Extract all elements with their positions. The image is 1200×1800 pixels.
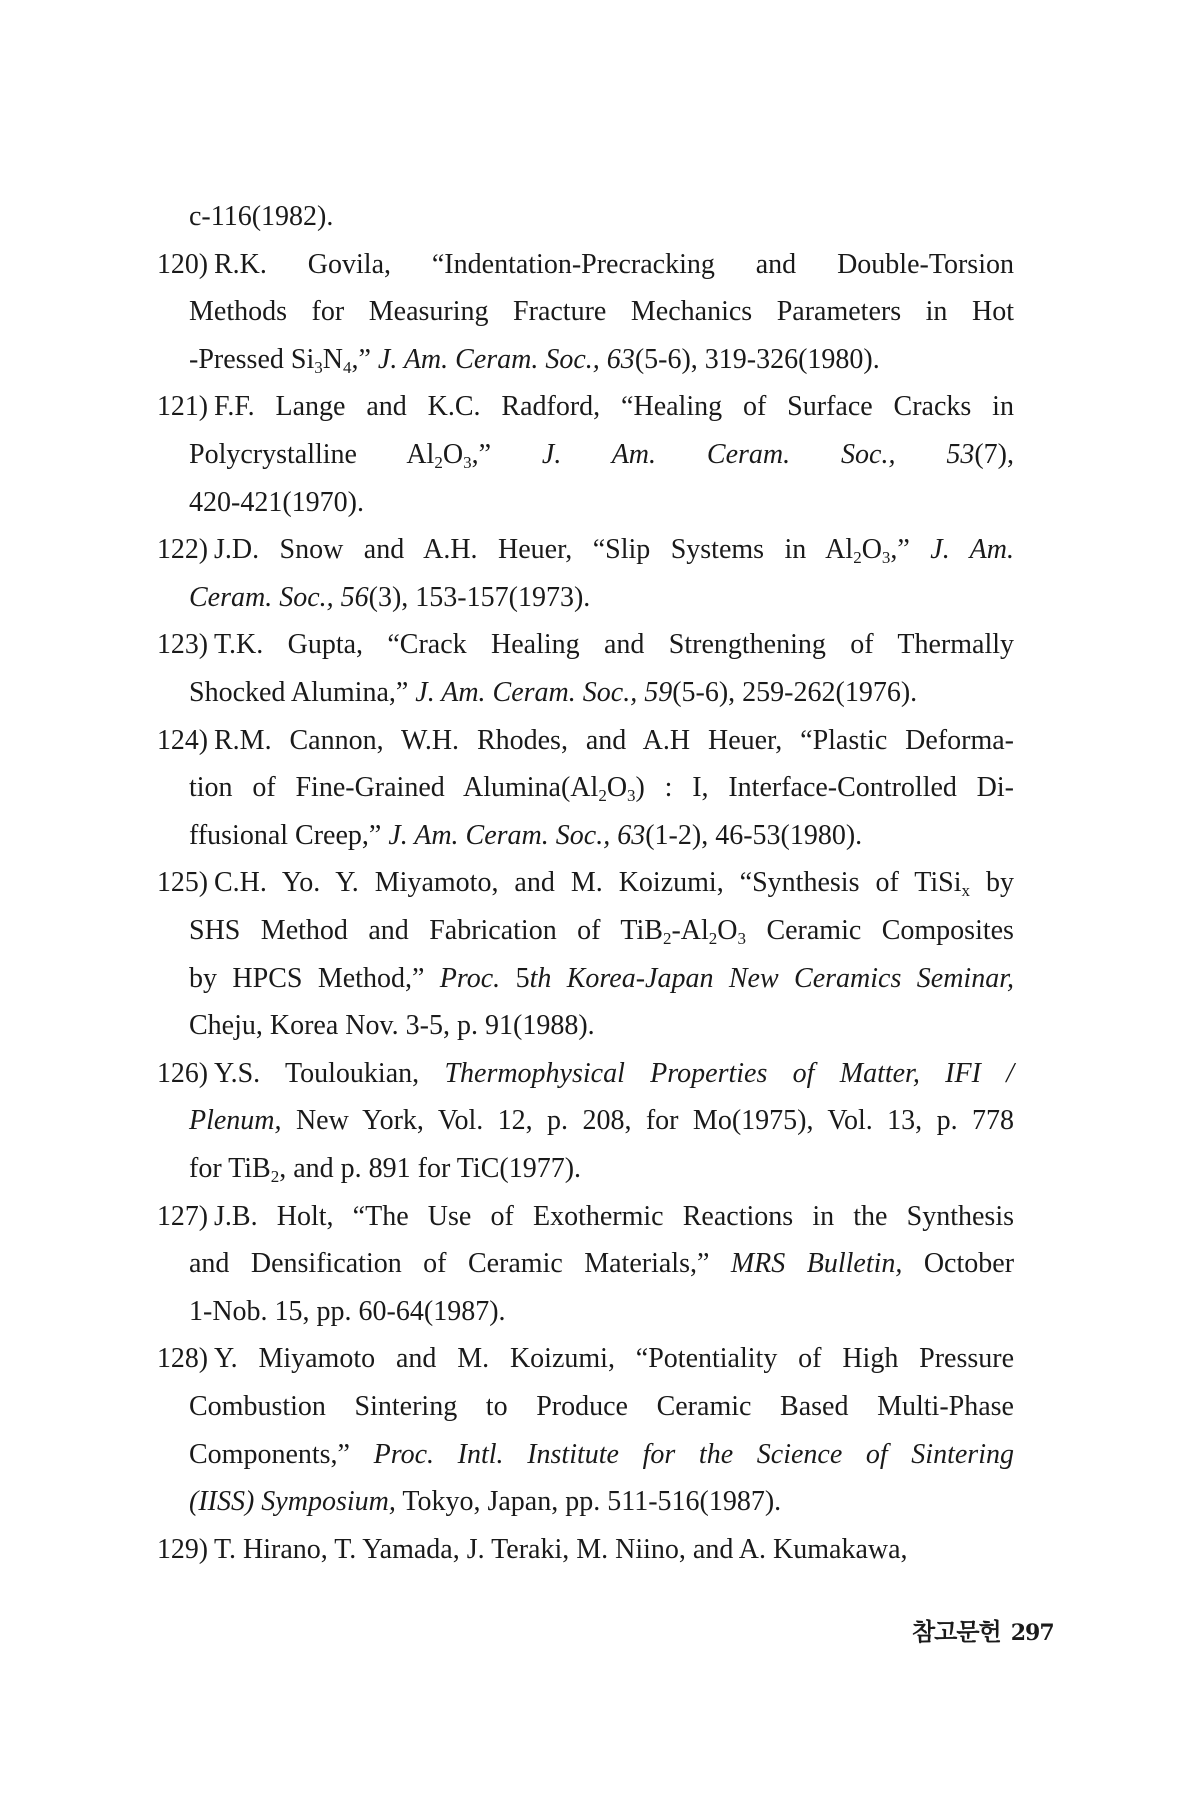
text: O xyxy=(442,439,464,470)
text: ffusional Creep,” xyxy=(189,819,389,851)
text: SHS Method and Fabrication of TiB xyxy=(189,915,663,946)
subscript: 4 xyxy=(342,357,352,377)
reference-line-content xyxy=(214,387,1014,427)
text: T. Hirano, T. Yamada, J. Teraki, M. Niino, and A. Kumakawa, xyxy=(214,1533,908,1565)
text: Combustion Sintering to Produce Ceramic Based Multi-Phase xyxy=(189,1391,1014,1422)
reference-text-line xyxy=(214,1197,1014,1237)
reference-text-line xyxy=(189,768,1014,808)
reference-line-content xyxy=(189,1482,781,1522)
subscript: 2 xyxy=(270,1167,280,1186)
text: Y. Miyamoto and M. Koizumi, “Potentiality of High Pressure xyxy=(214,1343,1015,1375)
reference-text-line xyxy=(189,578,1014,618)
text: Tokyo, Japan, pp. 511-516(1987). xyxy=(395,1486,782,1518)
reference-text-line xyxy=(214,530,1014,570)
text: Polycrystalline Al xyxy=(189,439,435,470)
reference-line-content xyxy=(189,435,1014,475)
italic-text: Thermophysical Properties of Matter, IFI / xyxy=(444,1057,1014,1089)
subscript: 2 xyxy=(662,929,672,948)
subscript: 3 xyxy=(314,357,323,377)
reference-text-line xyxy=(214,245,1014,285)
text: tion of Fine-Grained Alumina(Al xyxy=(189,772,599,804)
text: ,” xyxy=(471,439,542,470)
italic-text: MRS Bulletin, xyxy=(730,1248,903,1280)
reference-line-content xyxy=(214,1339,1014,1379)
italic-text: Proc. xyxy=(439,962,516,994)
text: ,” xyxy=(351,343,378,375)
reference-text-line xyxy=(189,816,1014,856)
reference-text-line xyxy=(189,911,1014,951)
reference-text-line xyxy=(214,1054,1014,1094)
text: ) : I, Interface-Controlled Di- xyxy=(635,772,1015,804)
reference-text-line xyxy=(189,1149,1014,1189)
reference-line-content xyxy=(189,911,1014,951)
text: O xyxy=(861,534,882,566)
text: O xyxy=(717,915,738,946)
text: (3), 153-157(1973). xyxy=(368,581,591,613)
page-number: 297 xyxy=(1010,1620,1054,1646)
reference-number: 122) xyxy=(157,534,208,566)
reference-line-content xyxy=(189,1101,1014,1141)
reference-line-content xyxy=(189,673,917,713)
reference-line-content xyxy=(189,340,880,380)
subscript: 3 xyxy=(463,453,472,472)
text: c-116(1982). xyxy=(189,201,334,232)
reference-line-content xyxy=(189,483,364,523)
text: N xyxy=(322,343,343,375)
subscript: 2 xyxy=(853,548,862,568)
reference-number: 127) xyxy=(157,1200,208,1232)
reference-text-line xyxy=(189,1482,1014,1522)
reference-text-line xyxy=(214,625,1014,665)
reference-line-content xyxy=(189,1244,1014,1284)
reference-number: 124) xyxy=(157,724,208,756)
text: , and p. 891 for TiC(1977). xyxy=(279,1153,582,1184)
reference-line-content xyxy=(214,1530,908,1570)
reference-number: 128) xyxy=(157,1343,208,1375)
reference-number: 120) xyxy=(157,248,208,280)
reference-text-line xyxy=(214,387,1014,427)
reference-line-content xyxy=(189,1006,595,1046)
reference-line-content xyxy=(189,578,590,618)
text: for TiB xyxy=(189,1153,271,1184)
reference-line-content xyxy=(189,1435,1014,1475)
italic-text: Ceram. Soc., 56 xyxy=(189,581,369,613)
text: (5-6), 259-262(1976). xyxy=(672,677,918,708)
reference-number: 126) xyxy=(157,1057,208,1089)
reference-line-content xyxy=(214,1054,1014,1094)
reference-line-content xyxy=(189,1149,581,1189)
text: F.F. Lange and K.C. Radford, “Healing of Surface Cracks in xyxy=(214,391,1014,423)
reference-text-line xyxy=(189,1435,1014,1475)
italic-text: J. Am. Ceram. Soc., 53 xyxy=(541,439,975,470)
text: T.K. Gupta, “Crack Healing and Strengthening of Thermally xyxy=(214,629,1014,661)
reference-line-content xyxy=(214,245,1014,285)
text: Methods for Measuring Fracture Mechanics Parameters in Hot xyxy=(189,296,1014,328)
reference-line-content xyxy=(189,816,862,856)
text: (1-2), 46-53(1980). xyxy=(645,819,863,851)
italic-text: Proc. Intl. Institute for the Science of Sintering xyxy=(373,1438,1014,1470)
reference-line-content xyxy=(214,625,1014,665)
italic-text: J. Am. Ceram. Soc., 63 xyxy=(388,819,646,851)
reference-line-content xyxy=(189,1292,506,1332)
reference-line-content xyxy=(214,721,1014,761)
text: O xyxy=(606,772,628,804)
italic-text: Plenum, xyxy=(189,1105,282,1137)
reference-text-line xyxy=(189,1244,1014,1284)
text: ,” xyxy=(890,534,931,566)
italic-text: J. Am. xyxy=(930,534,1014,566)
reference-line-content xyxy=(214,530,1014,570)
text: 1-Nob. 15, pp. 60-64(1987). xyxy=(189,1295,506,1327)
reference-text-line xyxy=(189,435,1014,475)
subscript: x xyxy=(961,881,970,901)
reference-text-line xyxy=(189,1292,1014,1332)
subscript: 3 xyxy=(881,548,891,568)
text: Components,” xyxy=(189,1438,374,1470)
subscript: 2 xyxy=(708,929,718,948)
italic-text: th Korea-Japan New Ceramics Seminar, xyxy=(529,962,1014,994)
reference-number: 123) xyxy=(157,629,208,661)
text: (5-6), 319-326(1980). xyxy=(634,343,880,375)
text: -Pressed Si xyxy=(189,343,315,375)
page-footer xyxy=(912,1612,1054,1647)
subscript: 2 xyxy=(434,453,443,472)
text: J.D. Snow and A.H. Heuer, “Slip Systems in Al xyxy=(214,534,854,566)
text: R.K. Govila, “Indentation-Precracking and Double-Torsion xyxy=(214,248,1014,280)
subscript: 3 xyxy=(627,786,636,806)
text: C.H. Yo. Y. Miyamoto, and M. Koizumi, “Synthesis of TiSi xyxy=(214,867,962,899)
text: Cheju, Korea Nov. 3-5, p. 91(1988). xyxy=(189,1010,595,1042)
text: Y.S. Touloukian, xyxy=(214,1057,445,1089)
reference-line-content xyxy=(189,768,1014,808)
reference-text-line xyxy=(189,1006,1014,1046)
subscript: 2 xyxy=(598,786,607,806)
text: and Densification of Ceramic Materials,” xyxy=(189,1248,731,1280)
text: -Al xyxy=(671,915,709,946)
text: by HPCS Method,” xyxy=(189,962,440,994)
reference-line-content xyxy=(189,959,1014,999)
reference-text-line xyxy=(214,863,1014,903)
text: by xyxy=(970,867,1014,899)
reference-text-line xyxy=(189,673,1014,713)
reference-number: 129) xyxy=(157,1533,208,1565)
reference-text-line xyxy=(189,292,1014,332)
text: 5 xyxy=(515,962,530,994)
reference-text-line xyxy=(214,1530,1014,1570)
reference-text-line xyxy=(189,340,1014,380)
reference-text-line xyxy=(189,959,1014,999)
text: Ceramic Composites xyxy=(746,915,1014,946)
subscript: 3 xyxy=(737,929,747,948)
reference-text-line xyxy=(189,1101,1014,1141)
text: (7), xyxy=(974,439,1015,470)
reference-text-line xyxy=(189,197,1014,237)
text: R.M. Cannon, W.H. Rhodes, and A.H Heuer, “Plastic Deforma- xyxy=(214,724,1014,756)
reference-line-content xyxy=(189,292,1014,332)
text: October xyxy=(902,1248,1015,1280)
text: New York, Vol. 12, p. 208, for Mo(1975), Vol. 13, p. 778 xyxy=(281,1105,1014,1137)
reference-line-content xyxy=(189,197,333,237)
reference-number: 121) xyxy=(157,391,208,423)
section-title: 참고문헌 xyxy=(912,1618,1001,1646)
text: 420-421(1970). xyxy=(189,486,364,518)
text: J.B. Holt, “The Use of Exothermic Reactions in the Synthesis xyxy=(214,1200,1014,1232)
reference-number: 125) xyxy=(157,867,208,899)
reference-text-line xyxy=(189,483,1014,523)
italic-text: (IISS) Symposium, xyxy=(189,1486,396,1518)
reference-line-content xyxy=(214,1197,1014,1237)
reference-text-line xyxy=(189,1387,1014,1427)
reference-line-content xyxy=(189,1387,1014,1427)
reference-text-line xyxy=(214,721,1014,761)
italic-text: J. Am. Ceram. Soc., 59 xyxy=(415,677,673,708)
reference-line-content xyxy=(214,863,1014,903)
text: Shocked Alumina,” xyxy=(189,677,416,708)
italic-text: J. Am. Ceram. Soc., 63 xyxy=(377,343,635,375)
reference-text-line xyxy=(214,1339,1014,1379)
